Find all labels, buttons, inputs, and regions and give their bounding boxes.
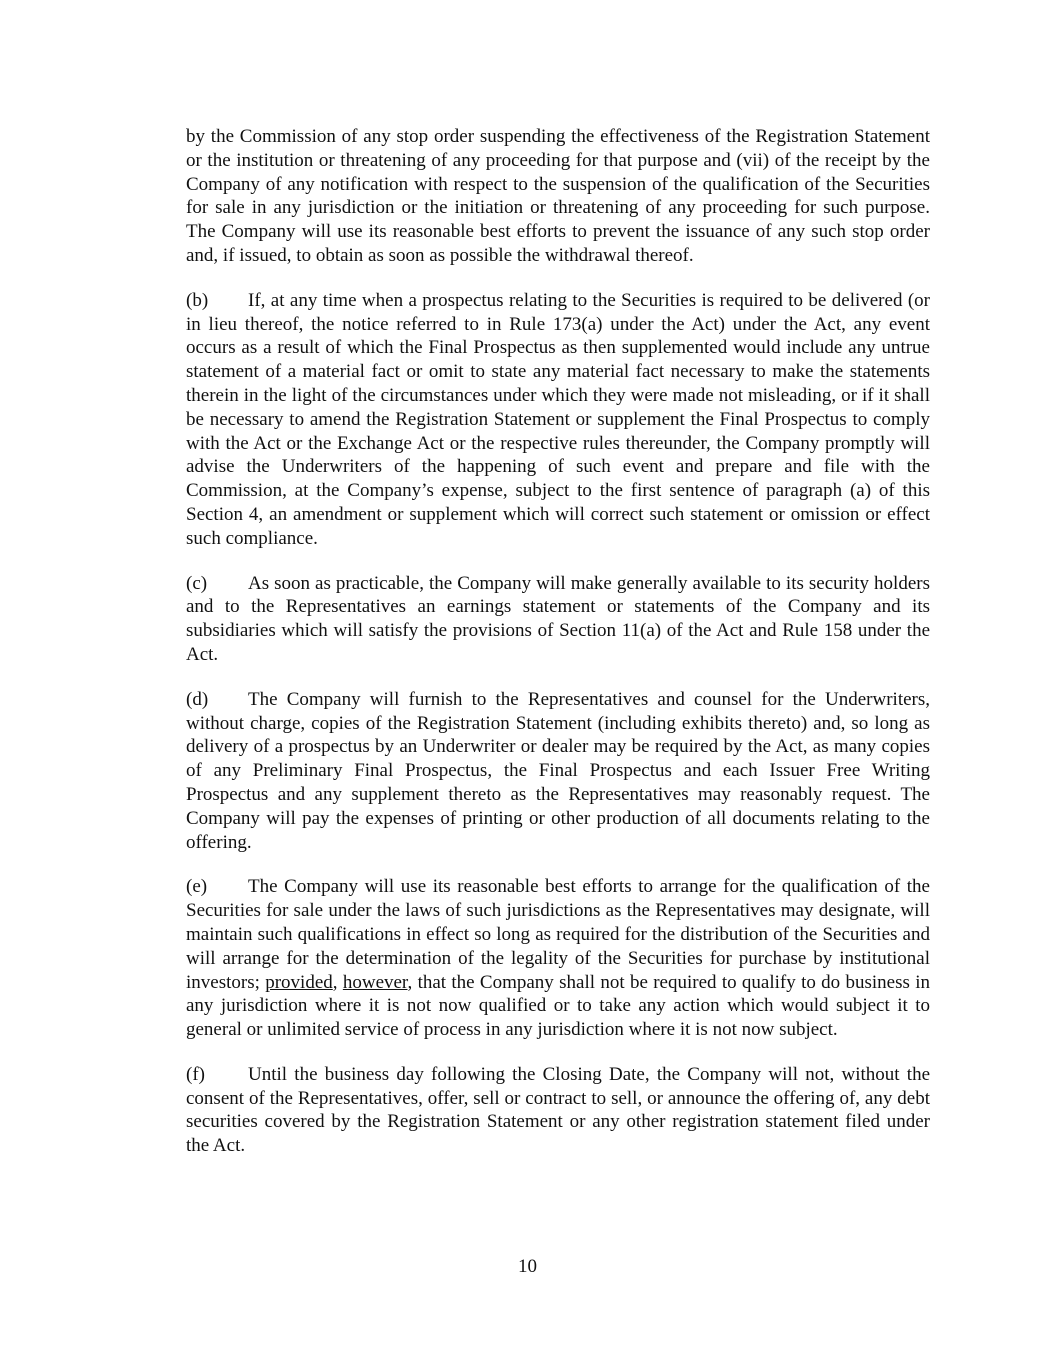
paragraph-b — [186, 289, 930, 551]
document-body — [186, 125, 930, 1179]
paragraph-c-marker: (c) — [186, 572, 208, 594]
paragraph-d-text: The Company will furnish to the Representatives and counsel for the Underwriters, without charge, copies of the Registration Statement (including exhibits thereto) and, so long as delivery of a prospectus by an Underwriter or dealer may be required by the Act, as many copies of any Preliminary Final Prospectus, the Final Prospectus and each Issuer Free Writing Prospectus and any supplement thereto as the Representatives may reasonably request. The Company will pay the expenses of printing or other production of all documents relating to the offering. — [186, 688, 930, 853]
paragraph-e-comma: , — [332, 971, 343, 993]
paragraph-intro — [186, 125, 930, 268]
paragraph-c-text: As soon as practicable, the Company will make generally available to its security holders and to the Representatives an earnings statement or statements of the Company and its subsidiaries which will satisfy the provisions of Section 11(a) of the Act and Rule 158 under the Act. — [186, 572, 930, 665]
paragraph-f-text: Until the business day following the Closing Date, the Company will not, without the consent of the Representatives, offer, sell or contract to sell, or announce the offering of, any debt securities covered by the Registration Statement or any other registration statement filed under the Act. — [186, 1063, 930, 1157]
paragraph-b-marker: (b) — [186, 289, 209, 311]
page-number: 10 — [518, 1256, 537, 1277]
paragraph-e-marker: (e) — [186, 876, 208, 898]
paragraph-c — [186, 572, 930, 667]
paragraph-d-marker: (d) — [186, 688, 209, 710]
paragraph-d — [186, 688, 930, 855]
paragraph-e-however: however — [342, 971, 408, 993]
paragraph-intro-text: by the Commission of any stop order suspending the effectiveness of the Registration Statement or the institution or threatening of any proceeding for that purpose and (vii) of the receipt by the Company of any notification with respect to the suspension of the qualification of the Securities for sale in any jurisdiction or the initiation or threatening of any proceeding for such purpose. The Company will use its reasonable best efforts to prevent the issuance of any such stop order and, if issued, to obtain as soon as possible the withdrawal thereof. — [186, 126, 930, 266]
paragraph-f — [186, 1063, 930, 1158]
paragraph-e-provided: provided — [265, 971, 333, 993]
paragraph-e-text-after: , that the Company shall not be required to qualify to do business in any jurisdiction where it is not now qualified or to take any action which would subject it to general or unlimited service of process in any jurisdiction where it is not now subject. — [186, 971, 930, 1041]
paragraph-b-text: If, at any time when a prospectus relating to the Securities is required to be delivered (or in lieu thereof, the notice referred to in Rule 173(a) under the Act) under the Act, any event occurs as a result of which the Final Prospectus as then supplemented would include any untrue statement of a material fact or omit to state any material fact necessary to make the statements therein in the light of the circumstances under which they were made not misleading, or if it shall be necessary to amend the Registration Statement or supplement the Final Prospectus to comply with the Act or the Exchange Act or the respective rules thereunder, the Company promptly will advise the Underwriters of the happening of such event and prepare and file with the Commission, at the Company’s expense, subject to the first sentence of paragraph (a) of this Section 4, an amendment or supplement which will correct such statement or omission or effect such compliance. — [186, 289, 930, 549]
paragraph-e — [186, 875, 930, 1042]
paragraph-f-marker: (f) — [186, 1063, 205, 1085]
paragraph-e-text-before: The Company will use its reasonable best efforts to arrange for the qualification of the Securities for sale under the laws of such jurisdictions as the Representatives may designate, will maintain such qualifications in effect so long as required for the distribution of the Securities and will arrange for the determination of the legality of the Securities for purchase by institutional investors; — [186, 876, 930, 993]
